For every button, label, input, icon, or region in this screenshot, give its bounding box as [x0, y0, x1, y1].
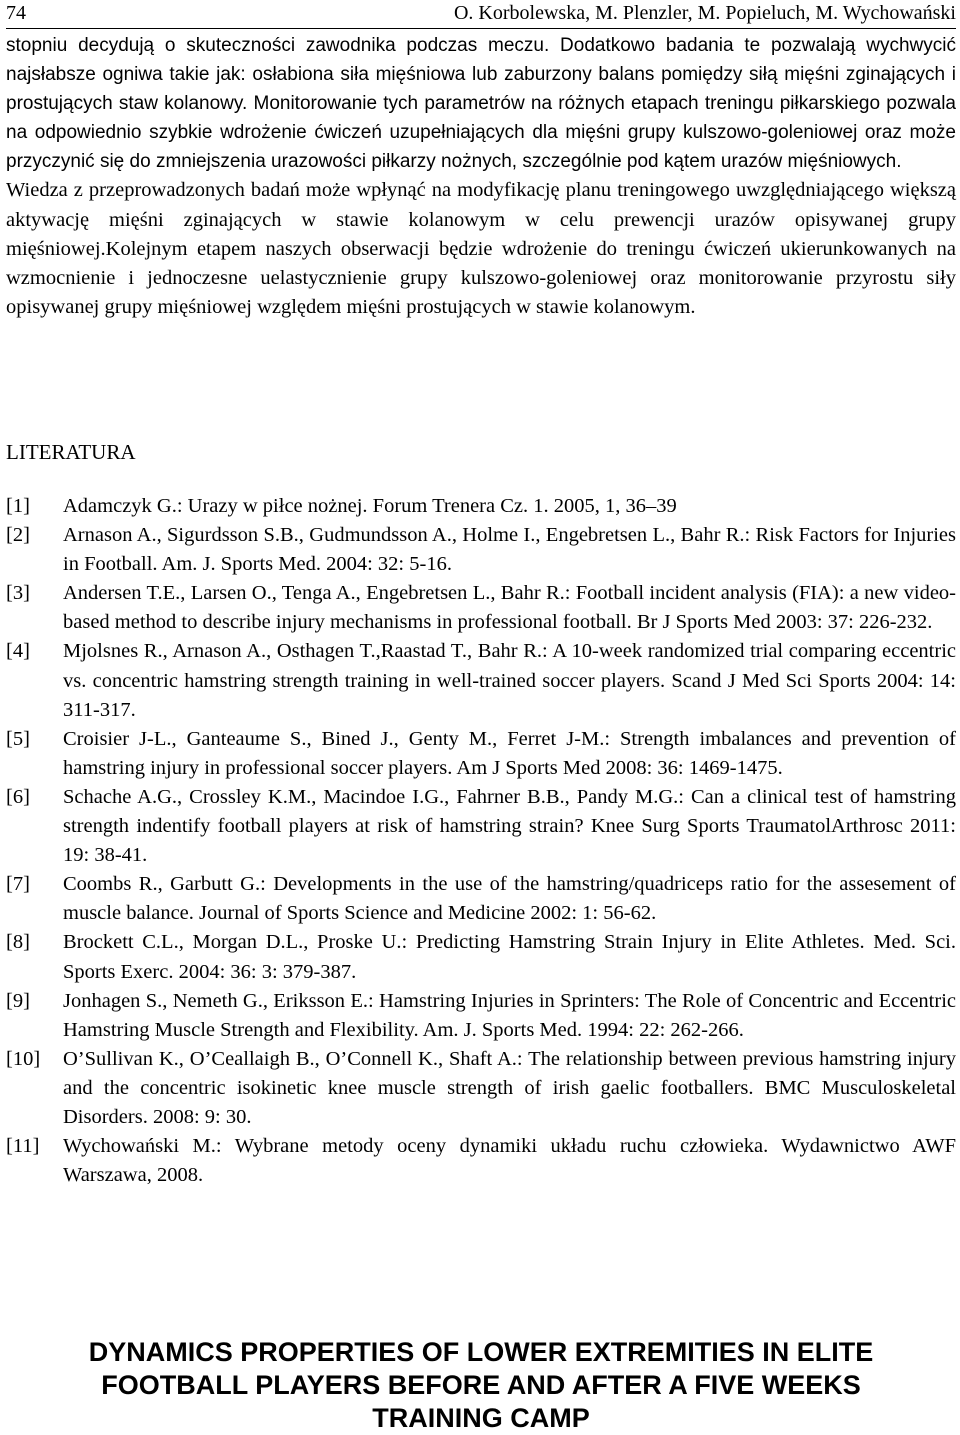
reference-number: [4] — [6, 640, 30, 663]
reference-text: Jonhagen S., Nemeth G., Eriksson E.: Hamstring Injuries in Sprinters: The Role of Concentric and Eccentric Hamstring Muscle Strength and Flexibility. Am. J. Sports Med. 1994: 22: 262-266. — [63, 989, 956, 1041]
reference-item — [6, 492, 956, 521]
reference-number: [7] — [6, 873, 30, 896]
reference-number: [9] — [6, 989, 30, 1012]
paragraph-conclusions-text-2: Kolejnym etapem naszych obserwacji będzie wdrożenie do treningu ćwiczeń ukierunkowanych na wzmocnienie i jednoczesne uelastycznienie grupy kulszowo-goleniowej oraz monitorowanie przyrostu siły opisywanej grupy mięśniowej względem mięśni prostujących w stawie kolanowym. — [6, 237, 956, 318]
reference-item — [6, 870, 956, 928]
reference-text: Adamczyk G.: Urazy w piłce nożnej. Forum Trenera Cz. 1. 2005, 1, 36–39 — [63, 495, 677, 517]
reference-text: Schache A.G., Crossley K.M., Macindoe I.G., Fahrner B.B., Pandy M.G.: Can a clinical test of hamstring strength indentify football players at risk of hamstring strain? Knee Surg Sports TraumatolArthrosc 2011: 19: 38-41. — [63, 785, 956, 867]
reference-text: Wychowański M.: Wybrane metody oceny dynamiki układu ruchu człowieka. Wydawnictwo AWF Warszawa, 2008. — [63, 1135, 956, 1187]
reference-text: O’Sullivan K., O’Ceallaigh B., O’Connell K., Shaft A.: The relationship between previous hamstring injury and the concentric isokinetic knee muscle strength of irish gaelic footballers. BMC Musculoskeletal Disorders. 2008: 9: 30. — [63, 1047, 956, 1128]
reference-number: [2] — [6, 524, 30, 547]
reference-text: Mjolsnes R., Arnason A., Osthagen T.,Raastad T., Bahr R.: A 10-week randomized trial comparing eccentric vs. concentric hamstring strength training in well-trained soccer players. Scand J Med Sci Sports 2004: 14: 311-317. — [63, 640, 956, 721]
reference-number: [3] — [6, 582, 30, 605]
reference-number: [5] — [6, 727, 30, 750]
paragraph-summary — [6, 31, 956, 176]
reference-number: [10] — [6, 1047, 41, 1070]
next-article-title-line: TRAINING CAMP — [372, 1403, 590, 1433]
reference-text: Arnason A., Sigurdsson S.B., Gudmundsson A., Holme I., Engebretsen L., Bahr R.: Risk Factors for Injuries in Football. Am. J. Sports Med. 2004: 32: 5-16. — [63, 524, 956, 576]
running-head-authors: O. Korbolewska, M. Plenzler, M. Popieluch, M. Wychowański — [453, 2, 956, 24]
reference-text: Andersen T.E., Larsen O., Tenga A., Engebretsen L., Bahr R.: Football incident analysis (FIA): a new video-based method to describe injury mechanisms in professional football. Br J Sports Med 2003: 37: 226-232. — [63, 582, 956, 634]
paragraph-conclusions — [6, 176, 956, 321]
paragraph-summary-text: stopniu decydują o skuteczności zawodnika podczas meczu. Dodatkowo badania te pozwalają wychwycić najsłabsze ogniwa takie jak: osłabiona siła mięśniowa lub zaburzony balans pomiędzy siłą mięśni zginających i prostujących staw kolanowy. Monitorowanie tych parametrów na różnych etapach treningu piłkarskiego pozwala na odpowiednio szybkie wdrożenie ćwiczeń uzupełniających dla mięśni grupy kulszowo-goleniowej oraz może przyczynić się do zmniejszenia urazowości piłkarzy nożnych, szczególnie pod kątem urazów mięśniowych. — [6, 35, 956, 173]
literature-heading: LITERATURA — [6, 440, 136, 464]
reference-text: Coombs R., Garbutt G.: Developments in the use of the hamstring/quadriceps ratio for the assesement of muscle balance. Journal of Sports Science and Medicine 2002: 1: 56-62. — [63, 873, 956, 925]
next-article-title-line: DYNAMICS PROPERTIES OF LOWER EXTREMITIES IN ELITE — [88, 1337, 874, 1367]
reference-text: Brockett C.L., Morgan D.L., Proske U.: Predicting Hamstring Strain Injury in Elite Athletes. Med. Sci. Sports Exerc. 2004: 36: 3: 379-387. — [63, 931, 956, 983]
next-article-title-line: FOOTBALL PLAYERS BEFORE AND AFTER A FIVE WEEKS — [101, 1370, 861, 1400]
body-text — [6, 31, 956, 322]
reference-item — [6, 1132, 956, 1190]
reference-item — [6, 783, 956, 870]
reference-item — [6, 987, 956, 1045]
page-number: 74 — [6, 2, 26, 24]
reference-item — [6, 1045, 956, 1132]
reference-text: Croisier J-L., Ganteaume S., Bined J., Genty M., Ferret J-M.: Strength imbalances and prevention of hamstring injury in professional soccer players. Am J Sports Med 2008: 36: 1469-1475. — [63, 727, 956, 779]
reference-item — [6, 928, 956, 986]
reference-item — [6, 579, 956, 637]
paragraph-conclusions-text-1: Wiedza z przeprowadzonych badań może wpłynąć na modyfikację planu treningowego uwzględniającego większą aktywację mięśni zginających w stawie kolanowym w celu prewencji urazów opisywanej grupy mięśniowej. — [6, 179, 956, 260]
reference-list — [6, 492, 956, 1190]
reference-number: [11] — [6, 1135, 40, 1158]
reference-number: [1] — [6, 495, 30, 517]
reference-item — [6, 521, 956, 579]
running-head — [6, 2, 956, 29]
reference-number: [6] — [6, 785, 30, 808]
reference-item — [6, 637, 956, 724]
reference-item — [6, 725, 956, 783]
next-article-title — [6, 1336, 956, 1435]
reference-number: [8] — [6, 931, 30, 954]
